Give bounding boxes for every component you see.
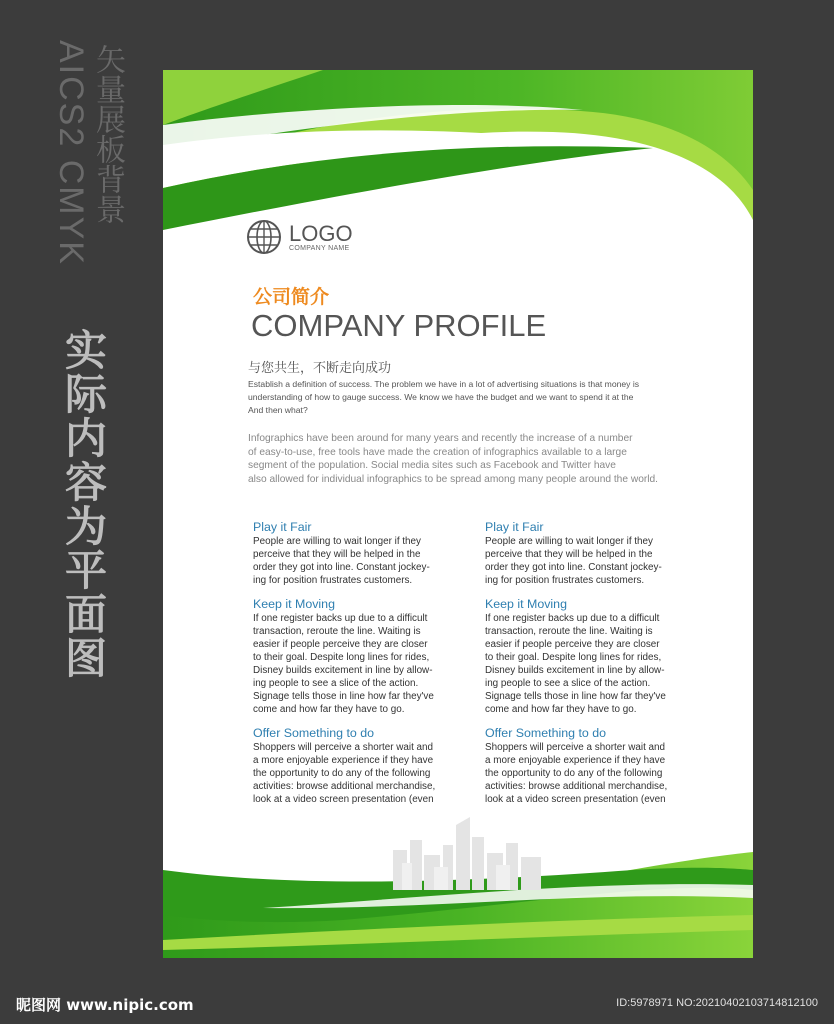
- body-line: easier if people perceive they are closer: [253, 639, 428, 650]
- section-title: Keep it Moving: [485, 597, 567, 611]
- left-column: [253, 520, 468, 816]
- section-body: [253, 535, 468, 587]
- body-line: order they got into line. Constant jockey-: [253, 562, 430, 573]
- body-line: If one register backs up due to a difficult: [485, 613, 660, 624]
- body-line: come and how far they have to go.: [253, 704, 405, 715]
- section-title: Play it Fair: [253, 520, 312, 534]
- section-title: Offer Something to do: [253, 726, 374, 740]
- intro-text: [248, 378, 718, 417]
- body-line: Disney builds excitement in line by allow-: [253, 665, 433, 676]
- section-body: [485, 612, 700, 716]
- section-title: Keep it Moving: [253, 597, 335, 611]
- body-line: Shoppers will perceive a shorter wait and: [485, 742, 666, 753]
- body-line: perceive that they will be helped in the: [485, 549, 653, 560]
- body-line: look at a video screen presentation (even: [253, 794, 434, 805]
- watermark-id: ID:5978971 NO:20210402103714812100: [616, 997, 818, 1009]
- para-line: segment of the population. Social media sites such as Facebook and Twitter have: [248, 460, 616, 471]
- intro-line: understanding of how to gauge success. We know we have the budget and we want to spend it at the: [248, 392, 634, 402]
- section-body: [253, 612, 468, 716]
- body-line: easier if people perceive they are closer: [485, 639, 660, 650]
- body-line: ing for position frustrates customers.: [253, 575, 413, 586]
- city-skyline-icon: [388, 815, 548, 890]
- body-line: a more enjoyable experience if they have: [253, 755, 434, 766]
- section-title: Play it Fair: [485, 520, 544, 534]
- globe-icon: [245, 218, 283, 256]
- section: [253, 520, 468, 587]
- actual-content-note: 实际内容为平面图: [59, 328, 108, 680]
- section-body: [485, 741, 700, 806]
- section-title: Offer Something to do: [485, 726, 606, 740]
- body-line: Signage tells those in line how far they've: [485, 691, 666, 702]
- body-line: come and how far they have to go.: [485, 704, 637, 715]
- body-line: If one register backs up due to a difficult: [253, 613, 428, 624]
- body-line: to their goal. Despite long lines for rides,: [485, 652, 662, 663]
- body-line: the opportunity to do any of the following: [485, 768, 663, 779]
- section-body: [253, 741, 468, 806]
- section: [485, 726, 700, 806]
- body-line: Disney builds excitement in line by allow-: [485, 665, 665, 676]
- section-body: [485, 535, 700, 587]
- body-line: activities: browse additional merchandise,: [253, 781, 436, 792]
- body-line: Shoppers will perceive a shorter wait and: [253, 742, 434, 753]
- logo-text: LOGO: [289, 220, 353, 246]
- section: [485, 597, 700, 716]
- section: [485, 520, 700, 587]
- body-line: People are willing to wait longer if they: [253, 536, 421, 547]
- body-line: perceive that they will be helped in the: [253, 549, 421, 560]
- intro-line: And then what?: [248, 405, 308, 415]
- section: [253, 726, 468, 806]
- company-logo: [245, 218, 353, 256]
- body-line: activities: browse additional merchandise,: [485, 781, 668, 792]
- para-line: of easy-to-use, free tools have made the creation of infographics available to a large: [248, 446, 627, 458]
- para-line: Infographics have been around for many years and recently the increase of a number: [248, 433, 633, 444]
- body-line: order they got into line. Constant jockey-: [485, 562, 662, 573]
- vector-board-label: 矢量展板背景: [90, 44, 125, 224]
- body-line: transaction, reroute the line. Waiting is: [253, 626, 421, 637]
- para-line: also allowed for individual infographics to be spread among many people around the world.: [248, 473, 659, 485]
- body-line: a more enjoyable experience if they have: [485, 755, 666, 766]
- infographics-paragraph: [248, 432, 718, 486]
- section: [253, 597, 468, 716]
- body-line: look at a video screen presentation (even: [485, 794, 666, 805]
- body-line: ing people to see a slice of the action.: [485, 678, 651, 689]
- watermark-site: 昵图网 www.nipic.com: [16, 996, 194, 1014]
- slogan: 与您共生，不断走向成功: [248, 361, 392, 376]
- intro-line: Establish a definition of success. The problem we have in a lot of advertising situations is that money is: [248, 379, 640, 389]
- body-line: to their goal. Despite long lines for rides,: [253, 652, 430, 663]
- body-line: People are willing to wait longer if they: [485, 536, 653, 547]
- body-line: ing people to see a slice of the action.: [253, 678, 419, 689]
- page-title: COMPANY PROFILE: [251, 308, 547, 343]
- body-line: the opportunity to do any of the following: [253, 768, 431, 779]
- poster: [163, 70, 753, 958]
- body-line: transaction, reroute the line. Waiting is: [485, 626, 653, 637]
- format-label: AICS2 CMYK: [52, 40, 90, 266]
- company-name: COMPANY NAME: [289, 244, 350, 252]
- right-column: [485, 520, 700, 816]
- body-line: Signage tells those in line how far they've: [253, 691, 434, 702]
- title-chinese: 公司简介: [253, 286, 330, 308]
- body-line: ing for position frustrates customers.: [485, 575, 645, 586]
